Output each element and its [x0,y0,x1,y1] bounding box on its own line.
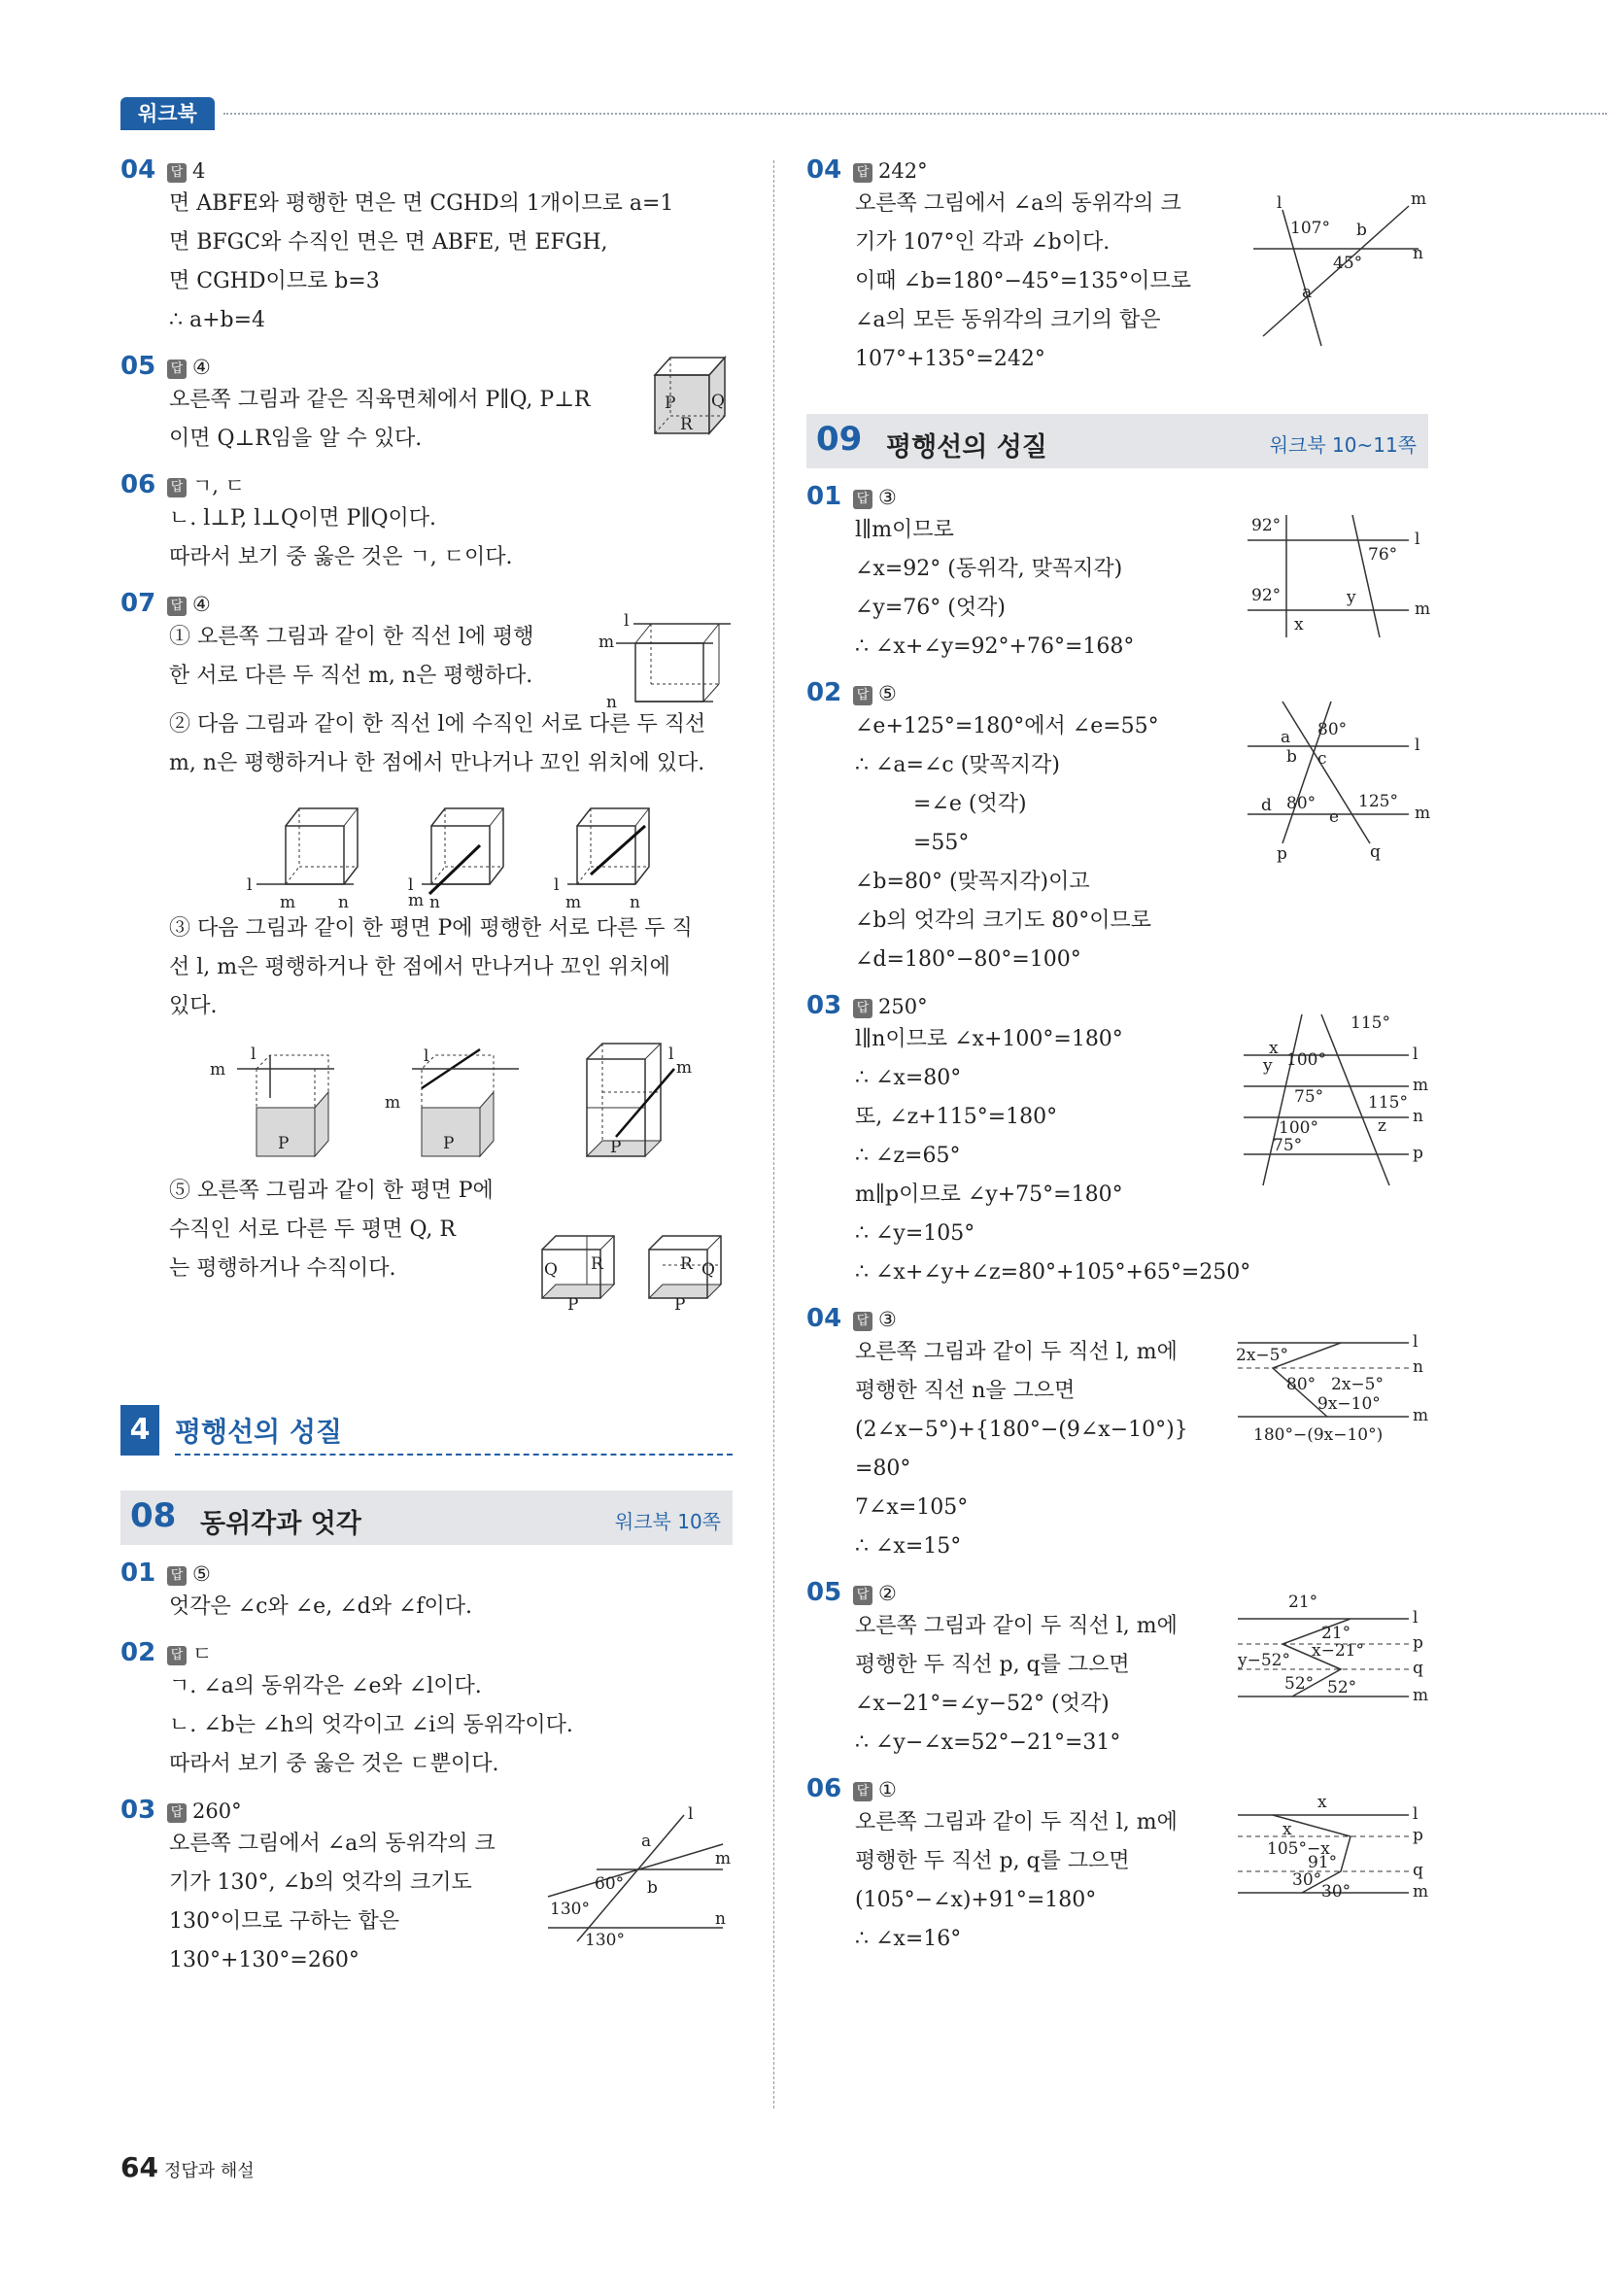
label-a: a [641,1832,652,1851]
solution-line: ∴ ∠x+∠y+∠z=80°+105°+65°=250° [855,1260,1251,1285]
solution-line: ∠x−21°=∠y−52° (엇각) [855,1692,1110,1716]
label-p: p [1413,1144,1423,1163]
label-t4: 91° [1308,1853,1338,1872]
solution-line: =∠e (엇각) [913,792,1027,816]
label-q: q [1413,1861,1423,1880]
problem-number: 02 [120,1638,156,1667]
unit-number: 09 [816,420,863,459]
solution-line: ∴ ∠x=16° [855,1927,962,1951]
plane-figures-5 [538,1230,733,1318]
solution-line: 면 ABFE와 평행한 면은 면 CGHD의 1개이므로 a=1 [169,191,674,216]
solution-line: 오른쪽 그림에서 ∠a의 동위각의 크 [855,191,1181,216]
solution-line: ② 다음 그림과 같이 한 직선 l에 수직인 서로 다른 두 직선 [169,712,706,737]
answer-badge: 답 [853,490,872,509]
unit08-problem-02 [120,1638,733,1784]
label-n: n [1413,244,1423,263]
label-a: a [1281,728,1291,747]
label-n: n [429,893,440,912]
label-100a: 100° [1286,1050,1326,1070]
answer-value: ① [878,1778,897,1801]
section-tab: 워크북 [120,97,215,130]
unit-band-08 [120,1491,733,1545]
answer-badge: 답 [167,1803,187,1823]
solution-line: 또, ∠z+115°=180° [855,1105,1058,1129]
label-x: x [1294,615,1304,634]
solution-line: m∥p이므로 ∠y+75°=180° [855,1182,1123,1207]
solution-line: ∴ ∠z=65° [855,1144,961,1168]
workbook-ref: 워크북 10~11쪽 [1269,433,1417,457]
page-number: 64 [120,2151,158,2183]
solution-line: 오른쪽 그림과 같이 두 직선 l, m에 [855,1614,1178,1638]
answer-value: ② [878,1582,897,1605]
label-l: l [1413,1608,1419,1628]
unit09-problem-06 [806,1774,1428,1959]
answer-badge: 답 [853,1586,872,1605]
label-q: q [1413,1659,1423,1678]
solution-line: ㄴ. l⊥P, l⊥Q이면 P∥Q이다. [169,506,437,531]
problem-number: 04 [120,155,156,185]
label-x: x [1269,1039,1279,1058]
answer-badge: 답 [167,597,187,616]
label-d: d [1261,796,1272,815]
label-t3: 2x−5° [1331,1375,1384,1394]
problem-04 [120,155,733,340]
label-l: l [408,875,414,895]
label-92a: 92° [1251,516,1282,535]
label-t2: x [1282,1820,1292,1839]
solution-line: 평행한 직선 n을 그으면 [855,1379,1076,1403]
answer-value: 242° [878,159,928,183]
label-l: l [554,875,560,895]
label-n: n [1413,1107,1423,1126]
label-q: Q [711,392,725,411]
unit08-problem-01 [120,1559,733,1627]
label-l: l [624,611,630,631]
solution-line: 130°+130°=260° [169,1948,359,1972]
label-m: m [1413,1686,1429,1705]
solution-line: ① 오른쪽 그림과 같이 한 직선 l에 평행 [169,625,534,649]
problem-number: 07 [120,589,156,618]
label-n: n [1413,1357,1423,1377]
right-column [806,155,1431,1970]
answer-badge: 답 [167,163,187,183]
label-75a: 75° [1294,1087,1324,1107]
label-75b: 75° [1273,1136,1303,1155]
label-a: a [1302,283,1313,302]
label-l: l [247,875,253,895]
solution-line: l∥m이므로 [855,518,954,542]
solution-line: 기가 107°인 각과 ∠b이다. [855,230,1111,255]
label-y: y [1263,1056,1273,1076]
left-column [120,155,733,1992]
solution-line: 오른쪽 그림과 같이 두 직선 l, m에 [855,1340,1178,1364]
label-76: 76° [1368,545,1398,565]
problem-06 [120,470,733,577]
solution-line: =80° [855,1456,911,1481]
zigzag-figure [1234,1788,1428,1914]
problem-05 [120,352,733,459]
label-m: m [1415,804,1431,823]
solution-line: 선 l, m은 평행하거나 한 점에서 만나거나 꼬인 위치에 [169,955,670,979]
label-n: n [606,693,617,712]
label-p: p [1277,844,1287,864]
label-m: m [1413,1882,1429,1902]
cube-figure-1 [597,611,733,712]
label-b: b [647,1878,658,1898]
label-m: m [715,1849,732,1868]
label-80a: 80° [1317,720,1348,739]
problem-number: 01 [806,482,842,511]
problem-number: 06 [806,1774,842,1803]
problem-number: 01 [120,1559,156,1588]
label-p: p [1413,1826,1423,1845]
label-p: P [665,394,676,413]
label-l: l [1413,1804,1419,1824]
problem-number: 03 [806,991,842,1020]
answer-badge: 답 [167,478,187,497]
unit09-problem-04 [806,1304,1428,1566]
label-t6: 52° [1327,1678,1357,1697]
solution-line: ㄴ. ∠b는 ∠h의 엇각이고 ∠i의 동위각이다. [169,1713,573,1737]
answer-value: ③ [878,1308,897,1331]
label-m: m [676,1058,693,1078]
answer-value: ⑤ [192,1562,211,1586]
unit09-problem-02 [806,678,1431,979]
column-divider [773,160,774,2108]
solution-line: m, n은 평행하거나 한 점에서 만나거나 꼬인 위치에 있다. [169,751,705,775]
problem-number: 06 [120,470,156,499]
solution-line: ③ 다음 그림과 같이 한 평면 P에 평행한 서로 다른 두 직 [169,916,693,941]
label-p: p [1413,1633,1423,1653]
section-number: 4 [120,1405,159,1456]
label-115a: 115° [1351,1013,1390,1033]
answer-value: 260° [192,1799,242,1823]
solution-line: ∴ a+b=4 [169,308,266,332]
cube-figures-2 [247,797,694,913]
solution-line: ∴ ∠x+∠y=92°+76°=168° [855,634,1135,659]
label-p: P [610,1138,622,1157]
label-60: 60° [595,1874,625,1894]
parallel-figure [1224,1011,1428,1195]
label-r: R [680,415,693,434]
solution-line: 한 서로 다른 두 직선 m, n은 평행하다. [169,664,533,688]
label-l: l [688,1804,694,1824]
answer-value: ④ [192,593,211,616]
label-115b: 115° [1368,1093,1408,1113]
solution-line: (105°−∠x)+91°=180° [855,1888,1097,1912]
label-n: n [630,893,640,912]
solution-line: ∠b=80° (맞꼭지각)이고 [855,870,1090,894]
solution-line: (2∠x−5°)+{180°−(9∠x−10°)} [855,1418,1188,1442]
solution-line: 오른쪽 그림과 같이 두 직선 l, m에 [855,1810,1178,1834]
label-l: l [1413,1332,1419,1352]
problem-07 [120,589,733,1386]
solution-line: 오른쪽 그림에서 ∠a의 동위각의 크 [169,1832,496,1856]
problem-number: 05 [120,352,156,381]
section-header [120,1405,733,1473]
label-p: P [674,1295,686,1315]
label-p: P [567,1295,579,1315]
label-b: b [1356,221,1367,240]
label-z: z [1378,1116,1386,1136]
label-p: P [278,1134,290,1153]
solution-line: 면 BFGC와 수직인 면은 면 ABFE, 면 EFGH, [169,230,608,255]
label-130a: 130° [550,1900,590,1919]
angle-figure [538,1805,733,1951]
answer-badge: 답 [853,163,872,183]
cuboid-figure [651,352,733,439]
label-t3: x−21° [1312,1641,1364,1661]
unit09-problem-03 [806,991,1428,1292]
solution-line: =55° [913,831,970,855]
problem-number: 05 [806,1578,842,1607]
label-m: m [280,893,296,912]
label-m: m [385,1093,401,1113]
unit-title: 평행선의 성질 [886,432,1047,463]
problem-number: 04 [806,1304,842,1333]
header-divider [223,113,1607,115]
label-n: n [338,893,349,912]
answer-badge: 답 [853,1782,872,1801]
label-m: m [1413,1406,1429,1425]
label-t6: 30° [1321,1882,1351,1902]
solution-line: 오른쪽 그림과 같은 직육면체에서 P∥Q, P⊥R [169,388,591,412]
label-125: 125° [1358,792,1398,811]
label-y: y [1347,588,1356,607]
label-t4: y−52° [1238,1651,1290,1670]
solution-line: 엇각은 ∠c와 ∠e, ∠d와 ∠f이다. [169,1594,473,1619]
solution-line: ∠y=76° (엇각) [855,596,1006,620]
answer-badge: 답 [853,686,872,705]
label-l: l [1415,736,1420,755]
parallel-figure [1244,698,1431,864]
label-l: l [1413,1045,1419,1064]
label-l: l [251,1045,256,1064]
label-r: R [680,1254,693,1274]
label-t1: x [1317,1793,1327,1812]
solution-line: 7∠x=105° [855,1495,969,1520]
problem-04-right [806,155,1428,379]
solution-line: 면 CGHD이므로 b=3 [169,269,380,293]
label-t5: 30° [1292,1870,1322,1890]
solution-line: 이면 Q⊥R임을 알 수 있다. [169,427,423,451]
section-title: 평행선의 성질 [175,1416,343,1448]
answer-badge: 답 [853,999,872,1018]
solution-line: 기가 130°, ∠b의 엇각의 크기도 [169,1870,472,1895]
label-l: l [668,1045,674,1064]
problem-number: 02 [806,678,842,707]
label-45: 45° [1333,254,1363,273]
label-e: e [1329,807,1340,827]
answer-value: 4 [192,159,206,183]
section-underline [175,1454,733,1456]
answer-badge: 답 [167,1566,187,1586]
label-r: R [591,1254,603,1274]
solution-line: ∴ ∠x=15° [855,1534,962,1559]
label-107: 107° [1290,219,1330,238]
solution-line: 130°이므로 구하는 합은 [169,1909,399,1934]
unit09-problem-01 [806,482,1431,667]
answer-value: ㄷ [192,1642,213,1665]
solution-line: ∠x=92° (동위각, 맞꼭지각) [855,557,1123,581]
problem-number: 03 [120,1796,156,1825]
answer-value: 250° [878,995,928,1018]
label-p: P [443,1134,455,1153]
footer-label: 정답과 해설 [163,2161,255,2181]
solution-line: ∴ ∠x=80° [855,1066,962,1090]
solution-line: 평행한 두 직선 p, q를 그으면 [855,1849,1130,1873]
solution-line: 107°+135°=242° [855,347,1045,371]
label-q: Q [701,1260,715,1280]
solution-line: 평행한 두 직선 p, q를 그으면 [855,1653,1130,1677]
label-m: m [1415,600,1431,619]
label-t1: 2x−5° [1236,1346,1288,1365]
answer-badge: 답 [853,1312,872,1331]
unit09-problem-05 [806,1578,1428,1763]
solution-line: ㄱ. ∠a의 동위각은 ∠e와 ∠l이다. [169,1674,482,1698]
label-130b: 130° [585,1931,625,1950]
solution-line: ∠a의 모든 동위각의 크기의 합은 [855,308,1161,332]
answer-badge: 답 [167,360,187,379]
solution-line: 따라서 보기 중 옳은 것은 ㄱ, ㄷ이다. [169,545,513,569]
label-n: n [715,1909,726,1929]
solution-line: 는 평행하거나 수직이다. [169,1256,396,1281]
answer-badge: 답 [167,1646,187,1665]
label-100b: 100° [1279,1118,1318,1138]
solution-line: ∴ ∠y−∠x=52°−21°=31° [855,1731,1121,1755]
unit-number: 08 [130,1496,177,1535]
label-m: m [1411,189,1427,209]
problem-number: 04 [806,155,842,185]
label-t5: 52° [1284,1674,1315,1694]
solution-line: 있다. [169,994,218,1018]
solution-line: ∠e+125°=180°에서 ∠e=55° [855,714,1159,738]
solution-line: ∠d=180°−80°=100° [855,947,1081,972]
label-b: b [1286,747,1297,767]
solution-line: l∥n이므로 ∠x+100°=180° [855,1027,1123,1051]
label-m: m [408,891,425,910]
label-t1: 21° [1288,1593,1318,1612]
solution-line: 따라서 보기 중 옳은 것은 ㄷ뿐이다. [169,1752,499,1776]
label-q: Q [544,1260,558,1280]
label-q: q [1370,842,1381,862]
label-m: m [1413,1076,1429,1095]
label-m: m [565,893,582,912]
solution-line: ∴ ∠a=∠c (맞꼭지각) [855,753,1060,777]
label-t3: 105°−x [1267,1839,1330,1859]
unit-band-09 [806,414,1428,468]
solution-line: ∠b의 엇각의 크기도 80°이므로 [855,908,1152,933]
solution-line: 수직인 서로 다른 두 평면 Q, R [169,1217,456,1242]
label-m: m [210,1060,226,1079]
workbook-ref: 워크북 10쪽 [614,1510,721,1533]
zigzag-figure [1234,1323,1428,1450]
answer-value: ④ [192,356,211,379]
solution-line: ∴ ∠y=105° [855,1221,975,1246]
zigzag-figure [1234,1592,1428,1718]
label-m: m [598,633,615,652]
parallel-figure [1244,501,1431,647]
label-l: l [1415,530,1420,549]
angle-figure [1244,190,1428,356]
label-80b: 80° [1286,794,1316,813]
label-c: c [1317,749,1327,769]
unit-title: 동위각과 엇각 [200,1509,361,1539]
unit08-problem-03 [120,1796,733,1980]
label-t4: 9x−10° [1317,1394,1381,1414]
solution-line: 이때 ∠b=180°−45°=135°이므로 [855,269,1192,293]
label-l: l [1277,193,1282,213]
page-footer [120,2151,255,2183]
answer-value: ㄱ, ㄷ [192,474,245,497]
answer-value: ③ [878,486,897,509]
label-l: l [424,1046,429,1066]
plane-figures-3 [208,1040,733,1185]
solution-line: ⑤ 오른쪽 그림과 같이 한 평면 P에 [169,1179,494,1203]
label-92b: 92° [1251,586,1282,605]
label-t2: 21° [1321,1624,1351,1643]
answer-value: ⑤ [878,682,897,705]
label-t2: 80° [1286,1375,1316,1394]
label-t5: 180°−(9x−10°) [1253,1425,1384,1445]
